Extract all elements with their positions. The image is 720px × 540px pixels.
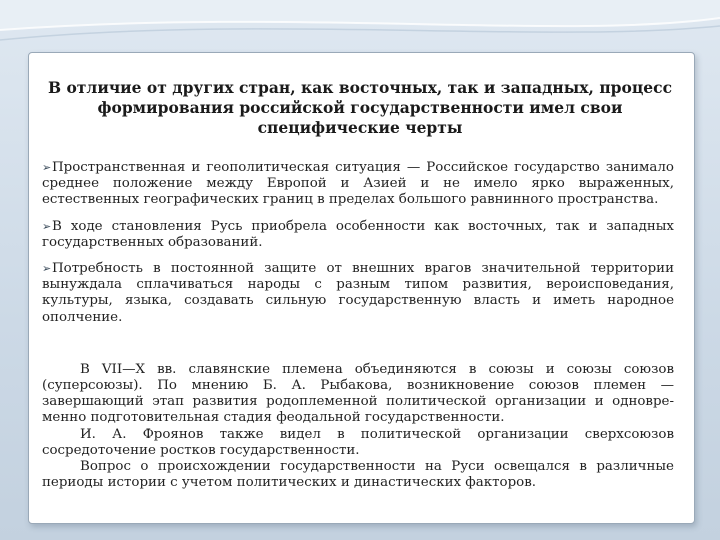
body-paragraph: И. А. Фроянов также видел в политической организации сверхсоюзов сосредоточение ростков государственности. xyxy=(42,426,674,458)
bullet-text: Потребность в постоянной защите от внешних врагов значительной территории вынуждала сплачиваться народы с разным типом развития, вероисповедания, культуры, языка, создавать сильную государственную власть и иметь народное ополчение. xyxy=(42,261,674,325)
decorative-swoosh xyxy=(0,0,720,60)
slide-body xyxy=(42,160,674,491)
bullet-item xyxy=(42,219,674,251)
bullet-text: В ходе становления Русь приобрела особенности как восточных, так и западных государственных образований. xyxy=(42,218,674,250)
slide-title: В отличие от других стран, как восточных, так и западных, процесс формирования российской государственности имел свои специфические черты xyxy=(47,78,673,137)
bullet-text: Пространственная и геополитическая ситуация — Российское государство занимало среднее положение между Европой и Азией и не имело ярко выраженных, естественных географических границ в пределах большого равнинного пространства. xyxy=(42,160,674,208)
spacer xyxy=(42,336,674,362)
bullet-item xyxy=(42,261,674,326)
body-paragraph: В VII—X вв. славянские племена объединяются в союзы и союзы союзов (суперсоюзы). По мнению Б. А. Рыбакова, возникновение союзов племен — завершающий этап развития родоплеменной политической организации и одновре-менно подготовительная стадия феодальной государственности. xyxy=(42,361,674,426)
body-paragraph: Вопрос о происхождении государственности на Руси освещался в различные периоды истории с учетом политических и династических факторов. xyxy=(42,459,674,491)
bullet-item xyxy=(42,160,674,209)
arrow-right-icon: ➢ xyxy=(42,161,52,174)
arrow-right-icon: ➢ xyxy=(42,219,52,233)
arrow-right-icon: ➢ xyxy=(42,262,52,276)
